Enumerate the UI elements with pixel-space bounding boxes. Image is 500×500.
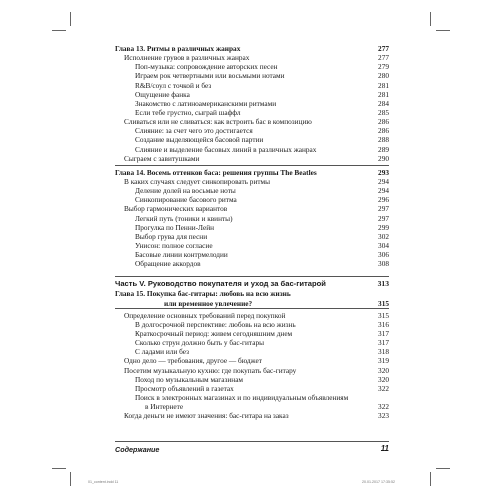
- toc-entry-title: В долгосрочной перспективе: любовь на всю жизнь: [135, 319, 296, 329]
- toc-entry[interactable]: [115, 366, 389, 375]
- toc-entry[interactable]: [115, 232, 389, 241]
- chapter-14-entry[interactable]: [115, 168, 389, 177]
- toc-entry[interactable]: [115, 384, 389, 393]
- part-title: Часть V. Руководство покупателя и уход за бас-гитарой: [115, 279, 326, 289]
- toc-entry-title: Деление долей на восьмые ноты: [135, 186, 236, 196]
- toc-entry-page: 285: [378, 107, 389, 117]
- running-footer-label: Содержание: [115, 445, 160, 454]
- part-5-entry[interactable]: [115, 279, 389, 289]
- toc-entry-page: 288: [378, 135, 389, 145]
- toc-entry-page: 315: [378, 310, 389, 320]
- toc-entry-title: Играем рок четвертными или восьмыми нотами: [135, 71, 285, 81]
- toc-entry-page: 279: [378, 62, 389, 72]
- toc-entry-title: Знакомство с латиноамериканскими ритмами: [135, 98, 277, 108]
- toc-entry[interactable]: [115, 99, 389, 108]
- toc-entry-page: 319: [378, 356, 389, 366]
- toc-entry-page: 281: [378, 80, 389, 90]
- toc-entry[interactable]: [115, 177, 389, 186]
- toc-entry-title: Ощущение фанка: [135, 89, 190, 99]
- toc-entry[interactable]: [115, 186, 389, 195]
- table-of-contents: [115, 44, 389, 420]
- toc-entry[interactable]: [115, 204, 389, 213]
- toc-entry[interactable]: [115, 320, 389, 329]
- toc-entry-page: 290: [378, 153, 389, 163]
- toc-entry-title: В каких случаях следует синкопировать ритмы: [124, 176, 271, 186]
- toc-entry-title: Выбор грува для песни: [135, 231, 208, 241]
- toc-entry[interactable]: [115, 347, 389, 356]
- toc-entry-page: 294: [378, 176, 389, 186]
- toc-entry[interactable]: [115, 329, 389, 338]
- toc-entry-title: Унисон: полное согласие: [135, 240, 213, 250]
- toc-entry[interactable]: [115, 126, 389, 135]
- toc-entry-title: Сколько струн должно быть у бас-гитары: [135, 338, 264, 348]
- toc-entry[interactable]: [115, 145, 389, 154]
- toc-entry-title: Сыграем с завитушками: [124, 153, 200, 163]
- toc-entry-page: 317: [378, 338, 389, 348]
- toc-entry-page: 323: [378, 411, 389, 421]
- toc-entry-title: Поход по музыкальным магазинам: [135, 374, 244, 384]
- crop-mark: [52, 468, 66, 469]
- toc-entry-title: в Интернете: [145, 402, 184, 412]
- toc-entry-page: 306: [378, 250, 389, 260]
- toc-entry[interactable]: [115, 402, 389, 411]
- toc-entry-page: 302: [378, 231, 389, 241]
- toc-entry[interactable]: [115, 338, 389, 347]
- chapter-title: Глава 15. Покупка бас-гитары: любовь на всю жизнь: [115, 289, 291, 299]
- toc-entry-title: Поиск в электронных магазинах и по индивидуальным объявлениям: [135, 392, 349, 402]
- chapter-13-entry[interactable]: [115, 44, 389, 53]
- crop-mark: [436, 30, 450, 31]
- toc-entry[interactable]: [115, 108, 389, 117]
- toc-entry-title: Сливаться или не сливаться: как встроить бас в композицию: [124, 117, 312, 127]
- toc-entry[interactable]: [115, 259, 389, 268]
- chapter-13-items: [115, 53, 389, 163]
- toc-entry-page: 322: [378, 383, 389, 393]
- chapter-page: 293: [378, 167, 389, 177]
- part-page: 313: [377, 279, 389, 289]
- toc-entry-page: 281: [378, 89, 389, 99]
- crop-mark: [430, 12, 431, 26]
- chapter-14-items: [115, 177, 389, 268]
- chapter-title-continued: или временное увлечение?: [164, 298, 253, 308]
- toc-entry[interactable]: [115, 154, 389, 163]
- toc-entry-title: Если тебе грустно, сыграй шаффл: [135, 107, 241, 117]
- toc-entry-page: 317: [378, 328, 389, 338]
- crop-mark: [430, 472, 431, 486]
- toc-entry-title: С ладами или без: [135, 347, 189, 357]
- toc-entry[interactable]: [115, 393, 389, 402]
- toc-entry-page: 286: [378, 117, 389, 127]
- toc-entry[interactable]: [115, 375, 389, 384]
- toc-entry[interactable]: [115, 71, 389, 80]
- chapter-page: 315: [378, 298, 389, 308]
- toc-entry-page: 289: [378, 144, 389, 154]
- toc-entry-title: Басовые линии контрмелодии: [135, 250, 228, 260]
- toc-entry-title: R&B/соул с точкой и без: [135, 80, 212, 90]
- toc-entry[interactable]: [115, 53, 389, 62]
- toc-entry-page: 304: [378, 240, 389, 250]
- toc-entry-title: Одно дело — требования, другое — бюджет: [124, 356, 262, 366]
- crop-mark: [52, 30, 66, 31]
- toc-entry[interactable]: [115, 81, 389, 90]
- section-divider: [115, 276, 389, 277]
- toc-entry[interactable]: [115, 117, 389, 126]
- toc-entry-title: Исполнение грувов в различных жанрах: [124, 53, 250, 63]
- toc-entry-page: 316: [378, 319, 389, 329]
- toc-entry-page: 308: [378, 259, 389, 269]
- chapter-title: Глава 13. Ритмы в различных жанрах: [115, 44, 241, 53]
- toc-entry[interactable]: [115, 62, 389, 71]
- toc-entry[interactable]: [115, 223, 389, 232]
- toc-entry-title: Прогулка по Пенни-Лейн: [135, 222, 215, 232]
- toc-entry-page: 284: [378, 98, 389, 108]
- toc-entry[interactable]: [115, 195, 389, 204]
- toc-entry[interactable]: [115, 90, 389, 99]
- page-footer: [115, 441, 389, 454]
- toc-entry-page: 299: [378, 222, 389, 232]
- toc-entry-page: 277: [378, 53, 389, 63]
- toc-entry-page: 318: [378, 347, 389, 357]
- toc-entry[interactable]: [115, 356, 389, 365]
- page-number: 11: [380, 444, 389, 453]
- toc-entry[interactable]: [115, 250, 389, 259]
- toc-entry-page: 296: [378, 195, 389, 205]
- crop-mark: [70, 472, 71, 486]
- chapter-15-entry[interactable]: [115, 289, 389, 307]
- toc-entry-title: Посетим музыкальную кухню: где покупать бас-гитару: [124, 365, 297, 375]
- toc-entry[interactable]: [115, 411, 389, 420]
- section-divider: [115, 165, 389, 166]
- toc-entry-title: Просмотр объявлений в газетах: [135, 383, 234, 393]
- chapter-page: 277: [378, 44, 389, 53]
- toc-entry-title: Выбор гармонических вариантов: [124, 204, 228, 214]
- toc-entry-title: Обращение аккордов: [135, 259, 201, 269]
- section-divider: [115, 308, 389, 309]
- toc-entry-page: 320: [378, 374, 389, 384]
- toc-entry-title: Когда деньги не имеют значения: бас-гитара на заказ: [124, 411, 289, 421]
- toc-entry-page: 297: [378, 204, 389, 214]
- chapter-15-items: [115, 311, 389, 421]
- chapter-title: Глава 14. Восемь оттенков баса: решения группы The Beatles: [115, 167, 317, 177]
- toc-entry-title: Слияние и выделение басовых линий в различных жанрах: [135, 144, 317, 154]
- toc-entry-page: 297: [378, 213, 389, 223]
- toc-entry-title: Создание выделяющейся басовой партии: [135, 135, 264, 145]
- print-slug-file: 01_content.indd 11: [88, 480, 119, 484]
- toc-entry-title: Определение основных требований перед покупкой: [124, 310, 286, 320]
- crop-mark: [436, 468, 450, 469]
- toc-entry[interactable]: [115, 241, 389, 250]
- toc-entry-page: 294: [378, 186, 389, 196]
- toc-entry[interactable]: [115, 311, 389, 320]
- toc-entry-title: Слияние: за счет чего это достигается: [135, 126, 253, 136]
- toc-entry-title: Синкопирование басового ритма: [135, 195, 237, 205]
- toc-entry[interactable]: [115, 135, 389, 144]
- toc-entry[interactable]: [115, 214, 389, 223]
- toc-entry-title: Краткосрочный период: живем сегодняшним днем: [135, 328, 293, 338]
- crop-mark: [70, 12, 71, 26]
- toc-entry-page: 280: [378, 71, 389, 81]
- toc-entry-page: 286: [378, 126, 389, 136]
- print-slug-date: 20.01.2017 17:35:52: [362, 480, 395, 484]
- toc-entry-page: 322: [378, 402, 389, 412]
- toc-entry-page: 320: [378, 365, 389, 375]
- spacer: [115, 268, 389, 274]
- toc-entry-title: Поп-музыка: сопровождение авторских песен: [135, 62, 278, 72]
- toc-entry-title: Легкий путь (тоники и квинты): [135, 213, 233, 223]
